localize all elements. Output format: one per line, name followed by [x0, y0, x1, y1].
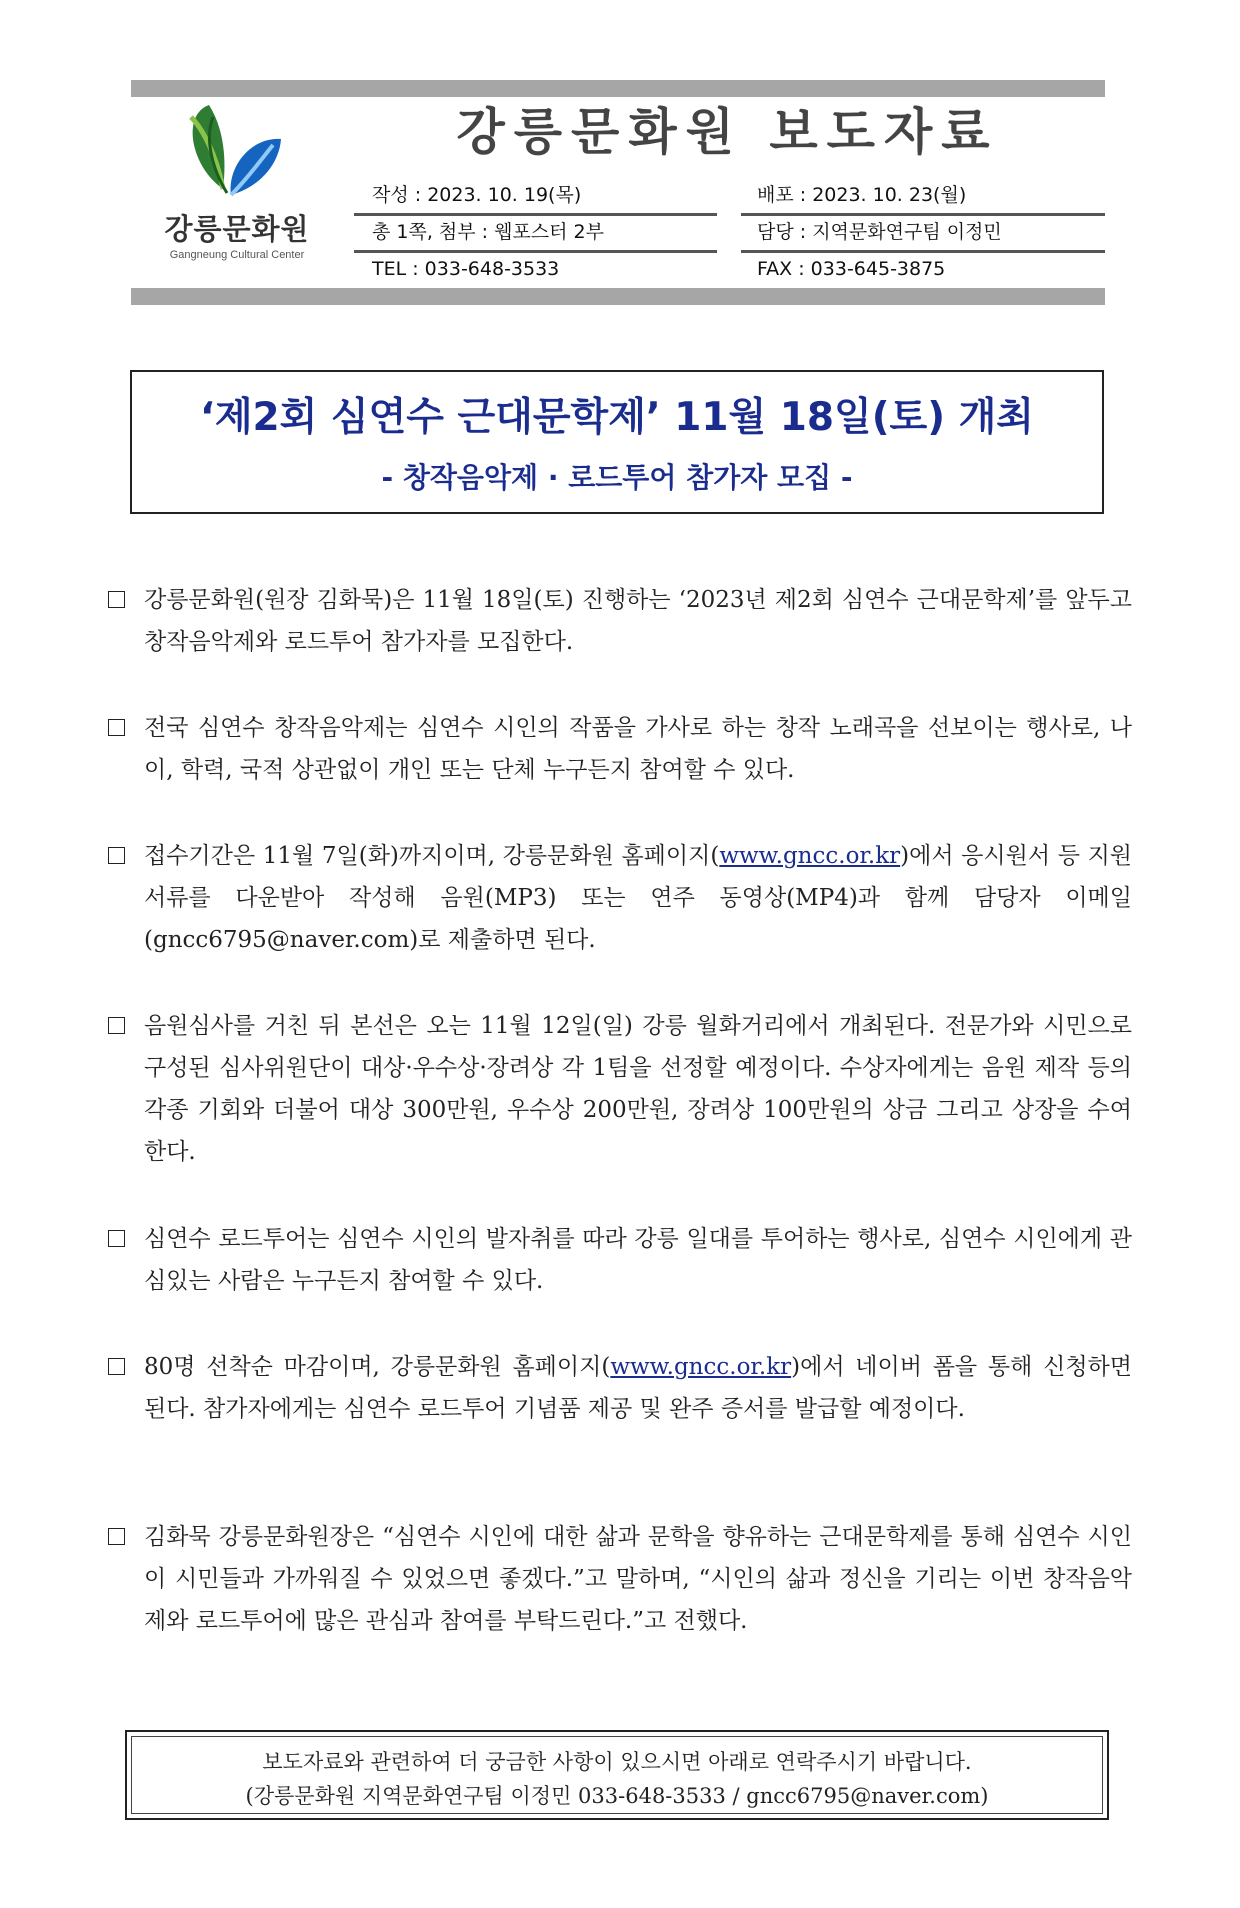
fax: FAX : 033-645-3875: [757, 258, 946, 280]
paragraph-text: 김화묵 강릉문화원장은 “심연수 시인에 대한 삶과 문학을 향유하는 근대문학제를 통해 심연수 시인이 시민들과 가까워질 수 있었으면 좋겠다.”고 말하며, “시인의 삶과 정신을 기리는 이번 창작음악제와 로드투어에 많은 관심과 참여를 부탁드린다.”고 전했다.: [144, 1524, 1132, 1634]
checkbox-bullet-icon: [108, 1017, 125, 1034]
leaf-logo-icon: [131, 97, 343, 207]
paragraph: [108, 1346, 1132, 1430]
document-title: 강릉문화원 보도자료: [456, 103, 999, 161]
contact-person: 담당 : 지역문화연구팀 이정민: [757, 221, 1002, 243]
headline-box: [130, 370, 1104, 514]
checkbox-bullet-icon: [108, 1528, 125, 1545]
paragraph: [108, 707, 1132, 791]
paragraph-text: 심연수 로드투어는 심연수 시인의 발자취를 따라 강릉 일대를 투어하는 행사로, 심연수 시인에게 관심있는 사람은 누구든지 참여할 수 있다.: [144, 1226, 1132, 1294]
info-rule: [741, 213, 1105, 216]
main-title: ‘제2회 심연수 근대문학제’ 11월 18일(토) 개최: [200, 395, 1034, 440]
contact-box: [125, 1730, 1109, 1820]
header-top-bar: [131, 80, 1105, 97]
distribution-date: 배포 : 2023. 10. 23(월): [757, 184, 967, 206]
paragraph: [108, 1005, 1132, 1173]
homepage-link[interactable]: www.gncc.or.kr: [719, 843, 901, 869]
subtitle: - 창작음악제 · 로드투어 참가자 모집 -: [381, 461, 853, 494]
contact-line-1: 보도자료와 관련하여 더 궁금한 사항이 있으시면 아래로 연락주시기 바랍니다.: [262, 1750, 972, 1774]
paragraph-text-part: )에서 네이버 폼을 통해 신청하면 된다. 참가자에게는 심연수 로드투어 기념품 제공 및 완주 증서를 발급할 예정이다.: [144, 1354, 1132, 1422]
telephone: TEL : 033-648-3533: [372, 258, 560, 280]
checkbox-bullet-icon: [108, 719, 125, 736]
paragraph-text: 전국 심연수 창작음악제는 심연수 시인의 작품을 가사로 하는 창작 노래곡을 선보이는 행사로, 나이, 학력, 국적 상관없이 개인 또는 단체 누구든지 참여할 수 있다.: [144, 715, 1132, 783]
checkbox-bullet-icon: [108, 847, 125, 864]
homepage-link[interactable]: www.gncc.or.kr: [610, 1354, 792, 1380]
paragraph: [108, 1516, 1132, 1642]
logo: [131, 97, 343, 297]
paragraph-text: 음원심사를 거친 뒤 본선은 오는 11월 12일(일) 강릉 월화거리에서 개최된다. 전문가와 시민으로 구성된 심사위원단이 대상·우수상·장려상 각 1팀을 선정할 예정이다. 수상자에게는 음원 제작 등의 각종 기회와 더불어 대상 300만원, 우수상 200만원, 장려상 100만원의 상금 그리고 상장을 수여한다.: [144, 1013, 1132, 1165]
paragraph: [108, 835, 1132, 961]
paragraph-text: [144, 835, 1132, 961]
paragraph-text-part: )에서 응시원서 등 지원서류를 다운받아 작성해 음원(MP3) 또는 연주 동영상(MP4)과 함께 담당자 이메일(gncc6795@naver.com)로 제출하면 된다.: [144, 843, 1133, 953]
paragraph-text: [144, 1346, 1132, 1430]
info-rule: [354, 250, 717, 253]
info-rule: [354, 213, 717, 216]
info-rule: [741, 250, 1105, 253]
checkbox-bullet-icon: [108, 591, 125, 608]
written-date: 작성 : 2023. 10. 19(목): [372, 184, 582, 206]
paragraph-text-part: 접수기간은 11월 7일(화)까지이며, 강릉문화원 홈페이지(: [144, 843, 720, 869]
paragraph-text-part: 80명 선착순 마감이며, 강릉문화원 홈페이지(: [144, 1354, 611, 1380]
logo-name-ko: 강릉문화원: [164, 212, 310, 246]
logo-name-en: Gangneung Cultural Center: [169, 249, 305, 261]
page-count: 총 1쪽, 첨부 : 웹포스터 2부: [372, 221, 605, 243]
paragraph-text: 강릉문화원(원장 김화묵)은 11월 18일(토) 진행하는 ‘2023년 제2회 심연수 근대문학제’를 앞두고 창작음악제와 로드투어 참가자를 모집한다.: [144, 587, 1132, 655]
paragraph: [108, 1218, 1132, 1302]
contact-line-2: (강릉문화원 지역문화연구팀 이정민 033-648-3533 / gncc6795@naver.com): [245, 1784, 989, 1808]
checkbox-bullet-icon: [108, 1358, 125, 1375]
checkbox-bullet-icon: [108, 1230, 125, 1247]
paragraph: [108, 579, 1132, 663]
